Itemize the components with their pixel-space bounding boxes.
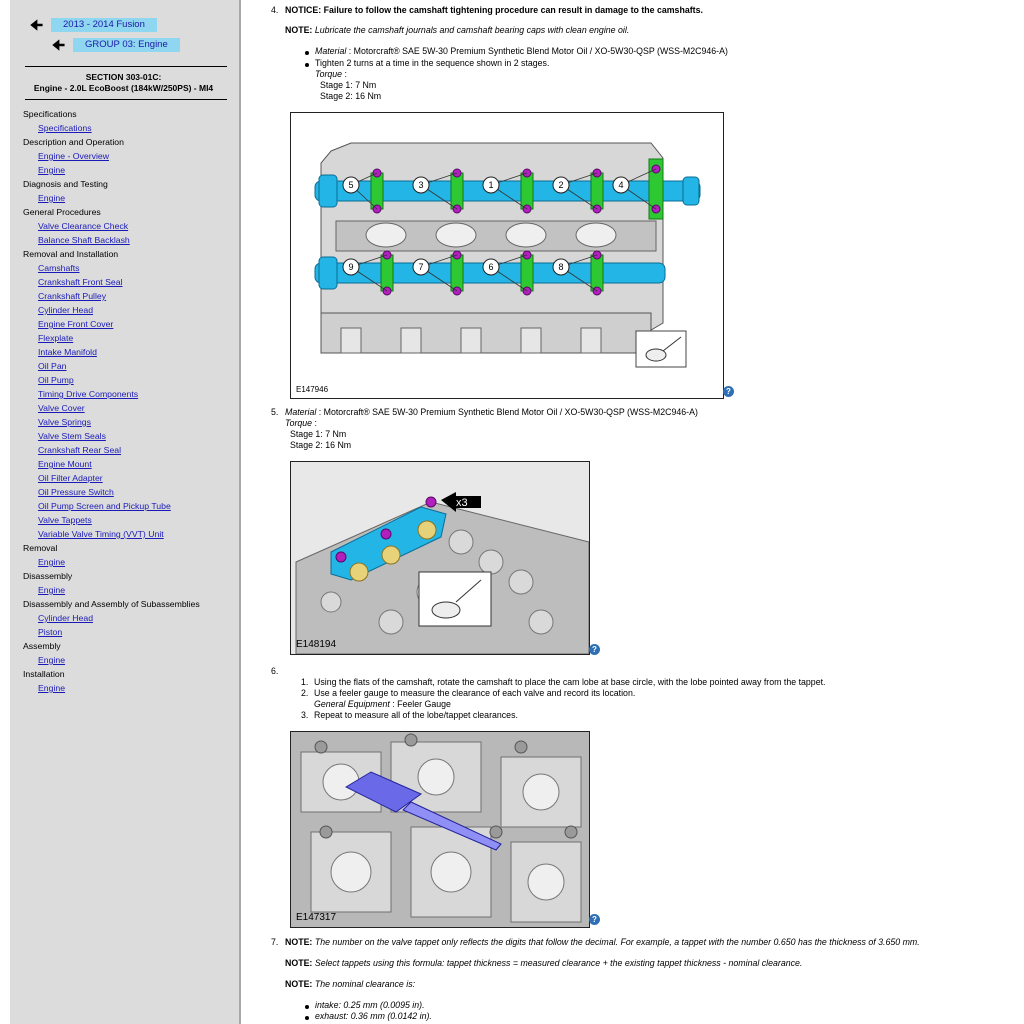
note-label: NOTE:	[285, 937, 313, 947]
nav-category: Removal and Installation	[23, 249, 119, 259]
nav-item[interactable]	[23, 163, 237, 177]
sequence-label: 9	[348, 262, 354, 272]
nav-link[interactable]: Engine - Overview	[38, 151, 109, 161]
procedure-content	[268, 0, 1008, 1024]
nav-item[interactable]	[23, 149, 237, 163]
nav-item[interactable]	[23, 261, 237, 275]
nav-item[interactable]	[23, 485, 237, 499]
material-text: : Motorcraft® SAE 5W-30 Premium Synthetic Blend Motor Oil / XO-5W30-QSP (WSS-M2C946-A)	[316, 407, 698, 417]
nav-item[interactable]	[23, 373, 237, 387]
nav-link[interactable]: Engine	[38, 683, 66, 693]
substep-text: Using the flats of the camshaft, rotate the camshaft to place the cam lobe at base circle, with the lobe pointed away from the tappet.	[314, 677, 826, 687]
note	[285, 25, 629, 36]
oil-can-icon	[636, 331, 686, 367]
nav-item[interactable]	[23, 219, 237, 233]
divider	[25, 99, 227, 100]
material-text: : Motorcraft® SAE 5W-30 Premium Synthetic Blend Motor Oil / XO-5W30-QSP (WSS-M2C946-A)	[346, 46, 728, 56]
nav-link[interactable]: Camshafts	[38, 263, 80, 273]
torque-colon: :	[312, 418, 317, 428]
nav-category: Description and Operation	[23, 137, 124, 147]
torque-label-line	[315, 69, 347, 80]
back-to-group-row[interactable]	[52, 38, 180, 52]
nav-link[interactable]: Specifications	[38, 123, 92, 133]
note-label: NOTE:	[285, 979, 313, 989]
nav-link[interactable]: Valve Stem Seals	[38, 431, 106, 441]
figure-camshaft-sequence	[290, 112, 724, 399]
step-number: 7.	[271, 937, 279, 947]
nav-item[interactable]	[23, 471, 237, 485]
material-line	[285, 407, 698, 418]
sequence-label: 7	[418, 262, 424, 272]
note-text: The number on the valve tappet only reflects the digits that follow the decimal. For example, a tappet with the number 0.650 has the thickness of 3.650 mm.	[314, 937, 920, 947]
nav-item[interactable]	[23, 387, 237, 401]
figure-id: E147946	[296, 385, 329, 394]
nav-category: Diagnosis and Testing	[23, 179, 108, 189]
nav-link[interactable]: Timing Drive Components	[38, 389, 139, 399]
sequence-label: 3	[418, 180, 424, 190]
torque-stage-2: Stage 2: 16 Nm	[290, 440, 352, 450]
nav-item[interactable]	[23, 653, 237, 667]
nav-category: Assembly	[23, 641, 61, 651]
nav-item[interactable]	[23, 191, 237, 205]
nav-category: Installation	[23, 669, 65, 679]
step-number: 4.	[271, 5, 279, 15]
feeler-gauge-illustration	[291, 732, 589, 927]
help-icon[interactable]: ?	[723, 386, 734, 397]
back-arrow-icon[interactable]: 🠈	[52, 37, 66, 53]
back-model-link[interactable]: 2013 - 2014 Fusion	[51, 18, 157, 32]
torque-label-line	[285, 418, 317, 429]
exhaust-clearance: exhaust: 0.36 mm (0.0142 in).	[315, 1011, 432, 1021]
sequence-label: 1	[488, 180, 494, 190]
figure-id: E147317	[296, 912, 337, 923]
nav-link[interactable]: Engine	[38, 165, 66, 175]
sequence-label: 2	[558, 180, 564, 190]
equipment-label: General Equipment	[314, 699, 390, 709]
nav-link[interactable]: Balance Shaft Backlash	[38, 235, 130, 245]
equipment-text: : Feeler Gauge	[389, 699, 451, 709]
bullet	[305, 51, 309, 55]
nav-link[interactable]: Valve Springs	[38, 417, 91, 427]
torque-stage-2: Stage 2: 16 Nm	[320, 91, 382, 101]
nav-item[interactable]	[23, 625, 237, 639]
nav-item[interactable]	[23, 499, 237, 513]
camshaft-illustration	[291, 113, 723, 398]
sequence-label: 8	[558, 262, 564, 272]
torque-stage-1: Stage 1: 7 Nm	[320, 80, 377, 90]
back-group-link[interactable]: GROUP 03: Engine	[73, 38, 180, 52]
note-label: NOTE:	[285, 958, 313, 968]
nav-item[interactable]	[23, 527, 237, 541]
nav-link[interactable]: Engine	[38, 557, 66, 567]
nav-link[interactable]: Engine Front Cover	[38, 319, 114, 329]
note-text: Select tappets using this formula: tappet thickness = measured clearance + the existing tappet thickness - nominal clearance.	[314, 958, 803, 968]
sequence-label: 6	[488, 262, 494, 272]
nav-link[interactable]: Engine	[38, 193, 66, 203]
nav-category: Removal	[23, 543, 58, 553]
nav-link[interactable]: Oil Pump Screen and Pickup Tube	[38, 501, 171, 511]
bullet	[305, 63, 309, 67]
sidebar	[10, 0, 241, 1024]
substep-number: 3.	[301, 710, 309, 720]
nav-link[interactable]: Engine Mount	[38, 459, 92, 469]
nav-item[interactable]	[23, 345, 237, 359]
nav-link[interactable]: Cylinder Head	[38, 613, 94, 623]
step-number: 6.	[271, 666, 279, 676]
note-text: The nominal clearance is:	[314, 979, 416, 989]
nav-item[interactable]	[23, 289, 237, 303]
note	[285, 937, 920, 948]
nav-category: Specifications	[23, 109, 77, 119]
nav-link[interactable]: Crankshaft Pulley	[38, 291, 107, 301]
note	[285, 958, 802, 969]
torque-stage-1: Stage 1: 7 Nm	[290, 429, 347, 439]
nav-link[interactable]: Variable Valve Timing (VVT) Unit	[38, 529, 164, 539]
figure-feeler-gauge	[290, 731, 590, 928]
back-to-model-row[interactable]	[30, 18, 157, 32]
bullet	[305, 1016, 309, 1020]
section-title: SECTION 303-01C:	[85, 72, 162, 82]
cap-illustration	[291, 462, 589, 654]
note	[285, 979, 415, 990]
sequence-label: 5	[348, 180, 354, 190]
nav-item[interactable]	[23, 415, 237, 429]
nav-link[interactable]: Oil Filter Adapter	[38, 473, 103, 483]
nav-item[interactable]	[23, 611, 237, 625]
nav-item[interactable]	[23, 681, 237, 695]
notice-text: NOTICE: Failure to follow the camshaft tightening procedure can result in damage to the camshafts.	[285, 5, 703, 15]
nav-category: General Procedures	[23, 207, 101, 217]
nav-link[interactable]: Engine	[38, 585, 66, 595]
nav-item[interactable]	[23, 555, 237, 569]
section-subtitle: Engine - 2.0L EcoBoost (184kW/250PS) - MI4	[33, 83, 214, 93]
step-number: 5.	[271, 407, 279, 417]
equipment-line	[314, 699, 451, 710]
nav-category: Disassembly and Assembly of Subassemblies	[23, 599, 200, 609]
back-arrow-icon[interactable]: 🠈	[30, 17, 44, 33]
nav-item[interactable]	[23, 583, 237, 597]
nav-item[interactable]	[23, 443, 237, 457]
nav-item[interactable]	[23, 513, 237, 527]
nav-item[interactable]	[23, 303, 237, 317]
nav-item[interactable]	[23, 233, 237, 247]
nav-link[interactable]: Crankshaft Rear Seal	[38, 445, 122, 455]
figure-camshaft-cap	[290, 461, 590, 655]
material-label: Material	[315, 46, 347, 56]
material-label: Material	[285, 407, 317, 417]
torque-label: Torque	[285, 418, 313, 428]
substep-text: Use a feeler gauge to measure the clearance of each valve and record its location.	[314, 688, 636, 698]
nav-item[interactable]	[23, 429, 237, 443]
callout-quantity: x3	[456, 497, 468, 509]
nav-item[interactable]	[23, 121, 237, 135]
help-icon[interactable]: ?	[589, 644, 600, 655]
torque-colon: :	[342, 69, 347, 79]
nav-item[interactable]	[23, 457, 237, 471]
substep-text: Repeat to measure all of the lobe/tappet clearances.	[314, 710, 518, 720]
nav-link[interactable]: Intake Manifold	[38, 347, 97, 357]
intake-clearance: intake: 0.25 mm (0.0095 in).	[315, 1000, 425, 1010]
nav-link[interactable]: Cylinder Head	[38, 305, 94, 315]
nav-item[interactable]	[23, 275, 237, 289]
torque-label: Torque	[315, 69, 343, 79]
substep-number: 2.	[301, 688, 309, 698]
bullet	[305, 1005, 309, 1009]
nav-list	[23, 107, 237, 695]
material-line	[315, 46, 728, 57]
nav-link[interactable]: Oil Pressure Switch	[38, 487, 114, 497]
nav-link[interactable]: Valve Clearance Check	[38, 221, 129, 231]
nav-item[interactable]	[23, 359, 237, 373]
nav-link[interactable]: Valve Cover	[38, 403, 85, 413]
nav-link[interactable]: Valve Tappets	[38, 515, 92, 525]
divider	[25, 66, 227, 67]
nav-link[interactable]: Oil Pump	[38, 375, 74, 385]
note-text: Lubricate the camshaft journals and camshaft bearing caps with clean engine oil.	[314, 25, 630, 35]
figure-id: E148194	[296, 639, 337, 650]
nav-link[interactable]: Piston	[38, 627, 63, 637]
nav-link[interactable]: Oil Pan	[38, 361, 67, 371]
nav-item[interactable]	[23, 401, 237, 415]
nav-item[interactable]	[23, 331, 237, 345]
tighten-instruction: Tighten 2 turns at a time in the sequence shown in 2 stages.	[315, 58, 550, 68]
nav-link[interactable]: Flexplate	[38, 333, 74, 343]
nav-link[interactable]: Crankshaft Front Seal	[38, 277, 123, 287]
note-label: NOTE:	[285, 25, 313, 35]
sequence-label: 4	[618, 180, 624, 190]
substep-number: 1.	[301, 677, 309, 687]
nav-category: Disassembly	[23, 571, 73, 581]
nav-item[interactable]	[23, 317, 237, 331]
nav-link[interactable]: Engine	[38, 655, 66, 665]
help-icon[interactable]: ?	[589, 914, 600, 925]
